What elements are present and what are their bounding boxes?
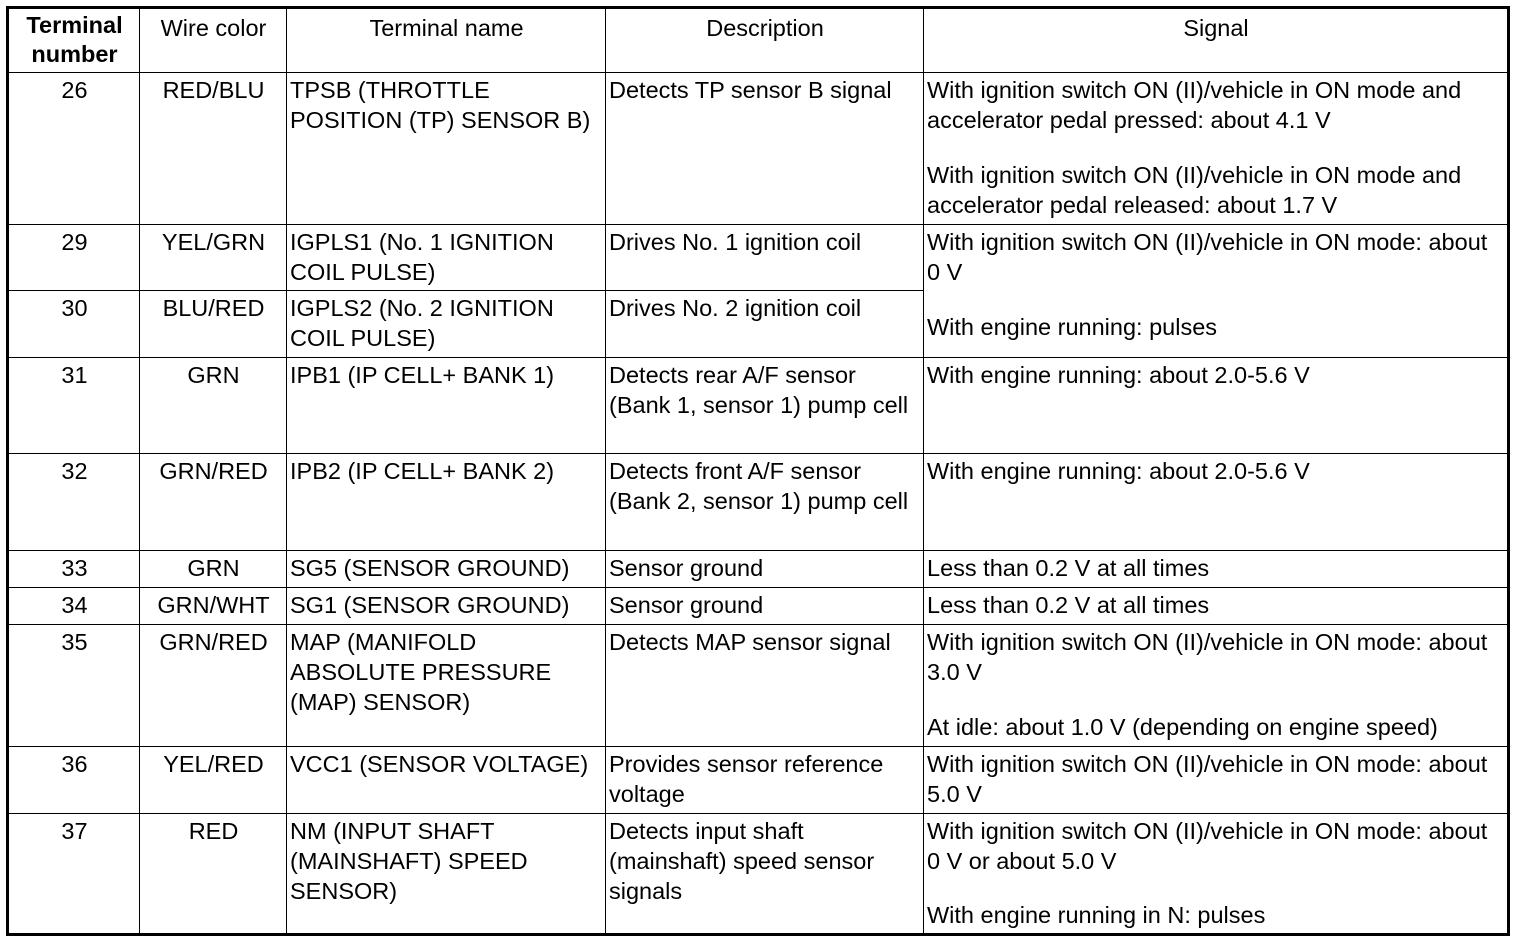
description: Detects input shaft (mainshaft) speed sensor signals	[606, 814, 924, 935]
signal	[924, 73, 1509, 225]
wire-color: GRN	[140, 358, 287, 454]
header-terminal-number: Terminal number	[8, 8, 140, 73]
terminal-name: VCC1 (SENSOR VOLTAGE)	[287, 747, 606, 814]
wire-color: RED	[140, 814, 287, 935]
signal-line: With ignition switch ON (II)/vehicle in ON mode: about 3.0 V	[927, 629, 1488, 685]
description: Detects MAP sensor signal	[606, 625, 924, 747]
terminal-number: 30	[8, 291, 140, 358]
terminal-number: 26	[8, 73, 140, 225]
description: Detects TP sensor B signal	[606, 73, 924, 225]
terminal-name: IPB1 (IP CELL+ BANK 1)	[287, 358, 606, 454]
signal	[924, 814, 1509, 935]
terminal-number: 31	[8, 358, 140, 454]
wire-color: RED/BLU	[140, 73, 287, 225]
table-row	[8, 588, 1509, 625]
signal-line: With engine running in N: pulses	[927, 902, 1266, 928]
signal-line: Less than 0.2 V at all times	[927, 592, 1210, 618]
header-description: Description	[606, 8, 924, 73]
table-row	[8, 625, 1509, 747]
table-row	[8, 358, 1509, 454]
description: Sensor ground	[606, 588, 924, 625]
signal	[924, 454, 1509, 551]
description: Provides sensor reference voltage	[606, 747, 924, 814]
wire-color: GRN/RED	[140, 625, 287, 747]
terminal-name: IPB2 (IP CELL+ BANK 2)	[287, 454, 606, 551]
header-signal: Signal	[924, 8, 1509, 73]
signal-line: With ignition switch ON (II)/vehicle in ON mode: about 0 V	[927, 229, 1488, 285]
table-row	[8, 225, 1509, 291]
terminal-number: 33	[8, 551, 140, 588]
description: Drives No. 2 ignition coil	[606, 291, 924, 358]
signal	[924, 551, 1509, 588]
terminal-name: SG1 (SENSOR GROUND)	[287, 588, 606, 625]
signal-line: With ignition switch ON (II)/vehicle in ON mode and accelerator pedal released: about 1.7 V	[927, 162, 1462, 218]
wire-color: YEL/RED	[140, 747, 287, 814]
terminal-name: IGPLS1 (No. 1 IGNITION COIL PULSE)	[287, 225, 606, 291]
table-row	[8, 814, 1509, 935]
description: Detects rear A/F sensor (Bank 1, sensor 1) pump cell	[606, 358, 924, 454]
terminal-name: MAP (MANIFOLD ABSOLUTE PRESSURE (MAP) SENSOR)	[287, 625, 606, 747]
header-terminal-name: Terminal name	[287, 8, 606, 73]
terminal-name: SG5 (SENSOR GROUND)	[287, 551, 606, 588]
header-row	[8, 8, 1509, 73]
table-row	[8, 454, 1509, 551]
terminal-number: 34	[8, 588, 140, 625]
description: Detects front A/F sensor (Bank 2, sensor 1) pump cell	[606, 454, 924, 551]
wire-color: BLU/RED	[140, 291, 287, 358]
terminal-table	[6, 6, 1510, 936]
table-row	[8, 551, 1509, 588]
signal-line: Less than 0.2 V at all times	[927, 555, 1210, 581]
signal-line: With engine running: about 2.0-5.6 V	[927, 362, 1310, 388]
terminal-number: 35	[8, 625, 140, 747]
terminal-number: 32	[8, 454, 140, 551]
terminal-name: TPSB (THROTTLE POSITION (TP) SENSOR B)	[287, 73, 606, 225]
signal-line: With engine running: pulses	[927, 314, 1218, 340]
terminal-number: 37	[8, 814, 140, 935]
description: Sensor ground	[606, 551, 924, 588]
description: Drives No. 1 ignition coil	[606, 225, 924, 291]
signal	[924, 747, 1509, 814]
signal-line: With engine running: about 2.0-5.6 V	[927, 458, 1310, 484]
signal-line: With ignition switch ON (II)/vehicle in ON mode: about 0 V or about 5.0 V	[927, 818, 1488, 874]
header-wire-color: Wire color	[140, 8, 287, 73]
signal	[924, 588, 1509, 625]
signal	[924, 625, 1509, 747]
signal	[924, 358, 1509, 454]
wire-color: GRN	[140, 551, 287, 588]
terminal-number: 29	[8, 225, 140, 291]
signal-line: With ignition switch ON (II)/vehicle in ON mode and accelerator pedal pressed: about 4.1 V	[927, 77, 1462, 133]
wire-color: GRN/RED	[140, 454, 287, 551]
terminal-number: 36	[8, 747, 140, 814]
signal-line: With ignition switch ON (II)/vehicle in ON mode: about 5.0 V	[927, 751, 1488, 807]
table-row	[8, 747, 1509, 814]
terminal-name: IGPLS2 (No. 2 IGNITION COIL PULSE)	[287, 291, 606, 358]
signal-shared	[924, 225, 1509, 358]
table-row	[8, 73, 1509, 225]
wire-color: YEL/GRN	[140, 225, 287, 291]
wire-color: GRN/WHT	[140, 588, 287, 625]
terminal-name: NM (INPUT SHAFT (MAINSHAFT) SPEED SENSOR)	[287, 814, 606, 935]
signal-line: At idle: about 1.0 V (depending on engine speed)	[927, 714, 1438, 740]
